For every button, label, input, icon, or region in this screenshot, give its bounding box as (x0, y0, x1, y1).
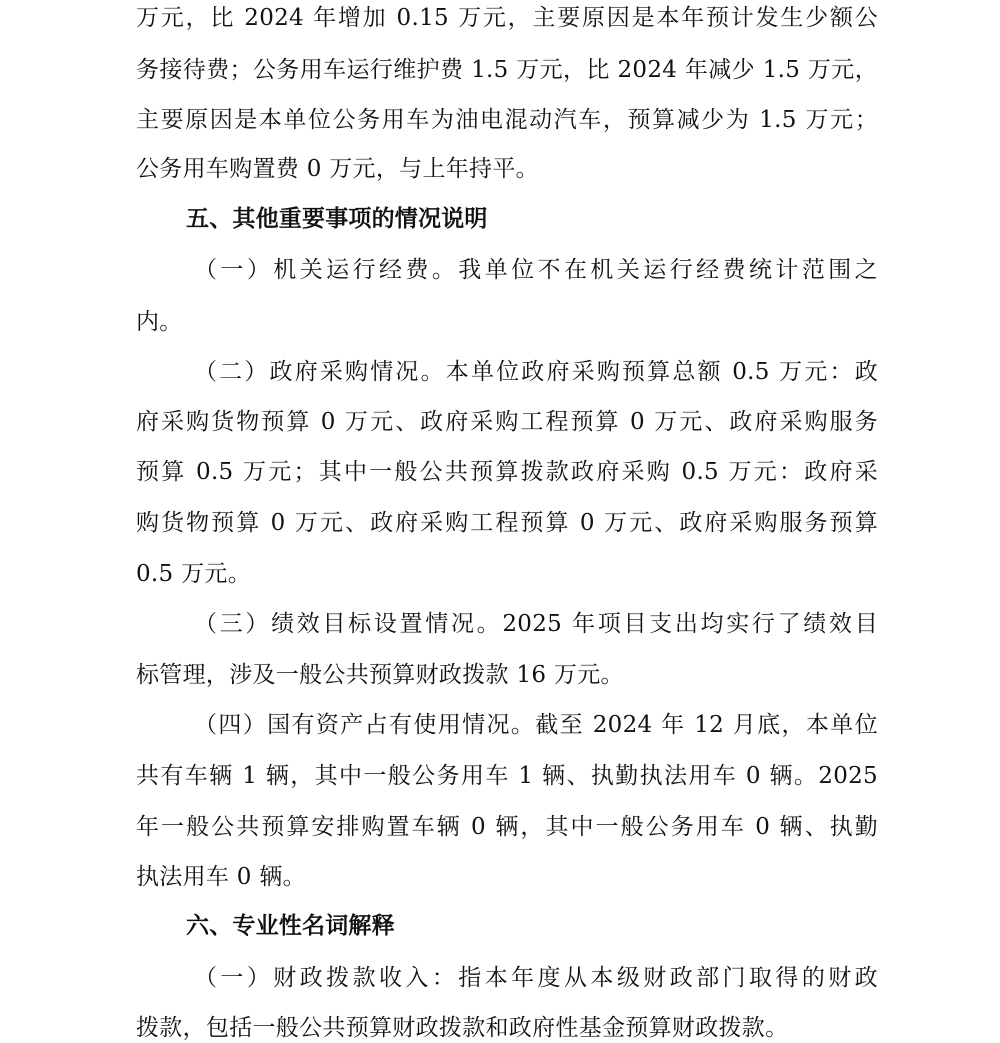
paragraph-line: 府采购货物预算 0 万元、政府采购工程预算 0 万元、政府采购服务 (136, 409, 878, 435)
paragraph-line: （四）国有资产占有使用情况。截至 2024 年 12 月底，本单位 (194, 712, 878, 738)
paragraph-line: 务接待费；公务用车运行维护费 1.5 万元，比 2024 年减少 1.5 万元， (136, 57, 878, 83)
section-heading-other-matters: 五、其他重要事项的情况说明 (186, 206, 488, 232)
section-heading-glossary: 六、专业性名词解释 (186, 913, 395, 939)
paragraph-line: 共有车辆 1 辆，其中一般公务用车 1 辆、执勤执法用车 0 辆。2025 (136, 763, 878, 789)
paragraph-line: 预算 0.5 万元；其中一般公共预算拨款政府采购 0.5 万元：政府采 (136, 459, 878, 485)
paragraph-line: 主要原因是本单位公务用车为油电混动汽车，预算减少为 1.5 万元； (136, 107, 878, 133)
paragraph-line: 购货物预算 0 万元、政府采购工程预算 0 万元、政府采购服务预算 (136, 510, 878, 536)
paragraph-line: 万元，比 2024 年增加 0.15 万元，主要原因是本年预计发生少额公 (136, 5, 878, 31)
paragraph-line: 公务用车购置费 0 万元，与上年持平。 (136, 156, 539, 182)
paragraph-line: 标管理，涉及一般公共预算财政拨款 16 万元。 (136, 662, 624, 688)
paragraph-line: 拨款，包括一般公共预算财政拨款和政府性基金预算财政拨款。 (136, 1015, 789, 1041)
paragraph-line: （一）机关运行经费。我单位不在机关运行经费统计范围之 (194, 257, 878, 283)
paragraph-line: 年一般公共预算安排购置车辆 0 辆，其中一般公务用车 0 辆、执勤 (136, 814, 878, 840)
paragraph-line: 执法用车 0 辆。 (136, 864, 306, 890)
paragraph-line: （二）政府采购情况。本单位政府采购预算总额 0.5 万元：政 (194, 359, 878, 385)
paragraph-line: （三）绩效目标设置情况。2025 年项目支出均实行了绩效目 (194, 611, 878, 637)
paragraph-line: （一）财政拨款收入：指本年度从本级财政部门取得的财政 (194, 965, 878, 991)
paragraph-line: 0.5 万元。 (136, 561, 251, 587)
paragraph-line: 内。 (136, 309, 183, 335)
